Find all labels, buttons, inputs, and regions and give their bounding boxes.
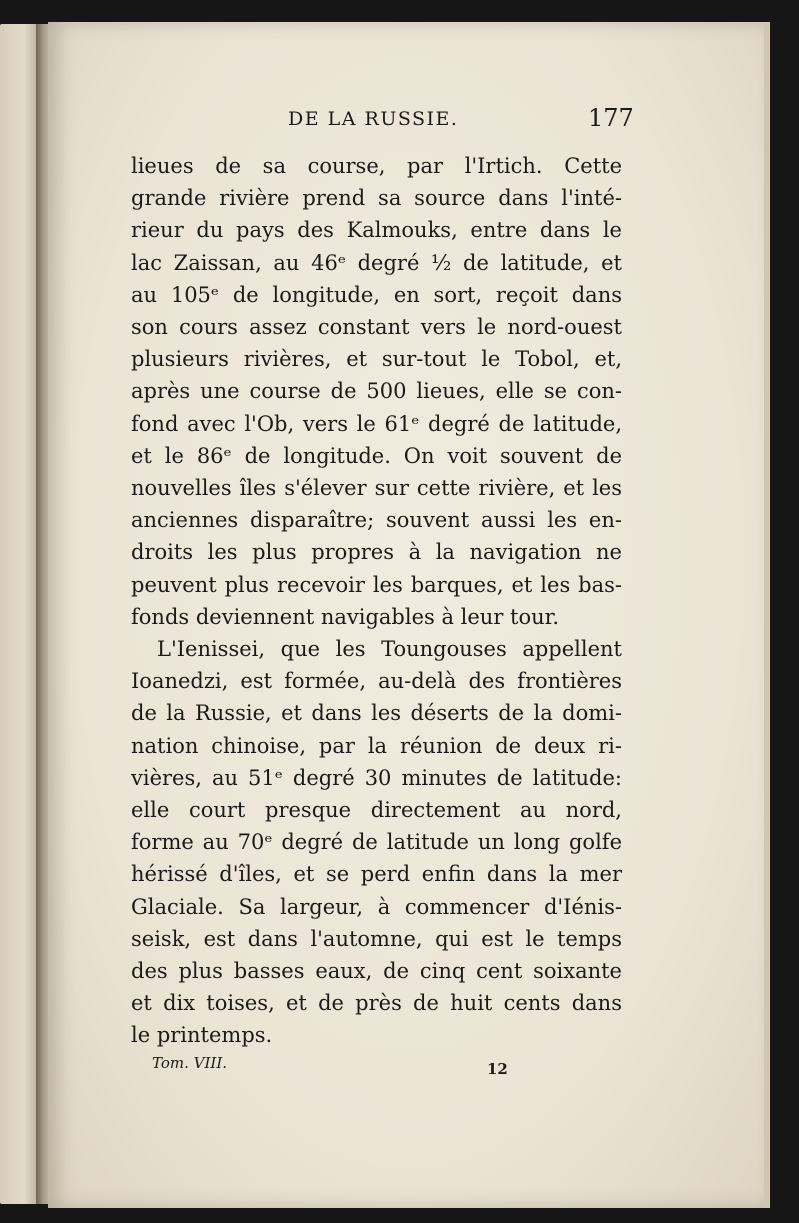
running-head: DE LA RUSSIE. <box>288 108 459 130</box>
text-line: son cours assez constant vers le nord-ouest <box>131 315 622 340</box>
text-line: vières, au 51ᵉ degré 30 minutes de latitude: <box>131 765 622 790</box>
text-line: nouvelles îles s'élever sur cette rivière, et les <box>131 476 622 501</box>
page-footer <box>0 1050 799 1090</box>
page-number: 177 <box>588 104 634 132</box>
text-line: grande rivière prend sa source dans l'inté- <box>131 186 622 211</box>
text-line: droits les plus propres à la navigation ne <box>131 540 622 565</box>
text-line: seisk, est dans l'automne, qui est le temps <box>131 926 622 951</box>
text-line: anciennes disparaître; souvent aussi les en- <box>131 508 622 533</box>
text-line: et le 86ᵉ de longitude. On voit souvent de <box>131 443 622 468</box>
text-line: nation chinoise, par la réunion de deux ri- <box>131 733 622 758</box>
text-line: de la Russie, et dans les déserts de la domi- <box>131 701 622 726</box>
page-edge <box>764 22 770 1208</box>
tome-signature: Tom. VIII. <box>152 1054 228 1072</box>
facing-page-edge <box>0 24 40 1204</box>
text-line: lac Zaissan, au 46ᵉ degré ½ de latitude, et <box>131 250 622 275</box>
text-line: le printemps. <box>131 1023 273 1048</box>
text-line: hérissé d'îles, et se perd enfin dans la mer <box>131 862 622 887</box>
text-line: après une course de 500 lieues, elle se con- <box>131 379 622 404</box>
text-line: fond avec l'Ob, vers le 61ᵉ degré de latitude, <box>131 411 622 436</box>
text-line: des plus basses eaux, de cinq cent soixante <box>131 959 622 984</box>
text-line: peuvent plus recevoir les barques, et les bas- <box>131 572 622 597</box>
text-line: au 105ᵉ de longitude, en sort, reçoit dans <box>131 282 622 307</box>
body-text <box>131 150 622 1052</box>
sheet-signature: 12 <box>487 1060 508 1078</box>
text-line: lieues de sa course, par l'Irtich. Cette <box>131 154 622 178</box>
text-line: et dix toises, et de près de huit cents dans <box>131 991 622 1016</box>
text-line: elle court presque directement au nord, <box>131 798 622 823</box>
page-header <box>0 96 799 136</box>
text-line: fonds deviennent navigables à leur tour. <box>131 604 560 629</box>
text-line: Glaciale. Sa largeur, à commencer d'Iénis- <box>131 894 622 919</box>
text-line: L'Ienissei, que les Toungouses appellent <box>157 637 622 662</box>
text-line: rieur du pays des Kalmouks, entre dans le <box>131 218 622 243</box>
text-line: Ioanedzi, est formée, au-delà des frontières <box>131 669 622 694</box>
text-line: forme au 70ᵉ degré de latitude un long golfe <box>131 830 622 855</box>
text-line: plusieurs rivières, et sur-tout le Tobol, et, <box>131 347 622 372</box>
